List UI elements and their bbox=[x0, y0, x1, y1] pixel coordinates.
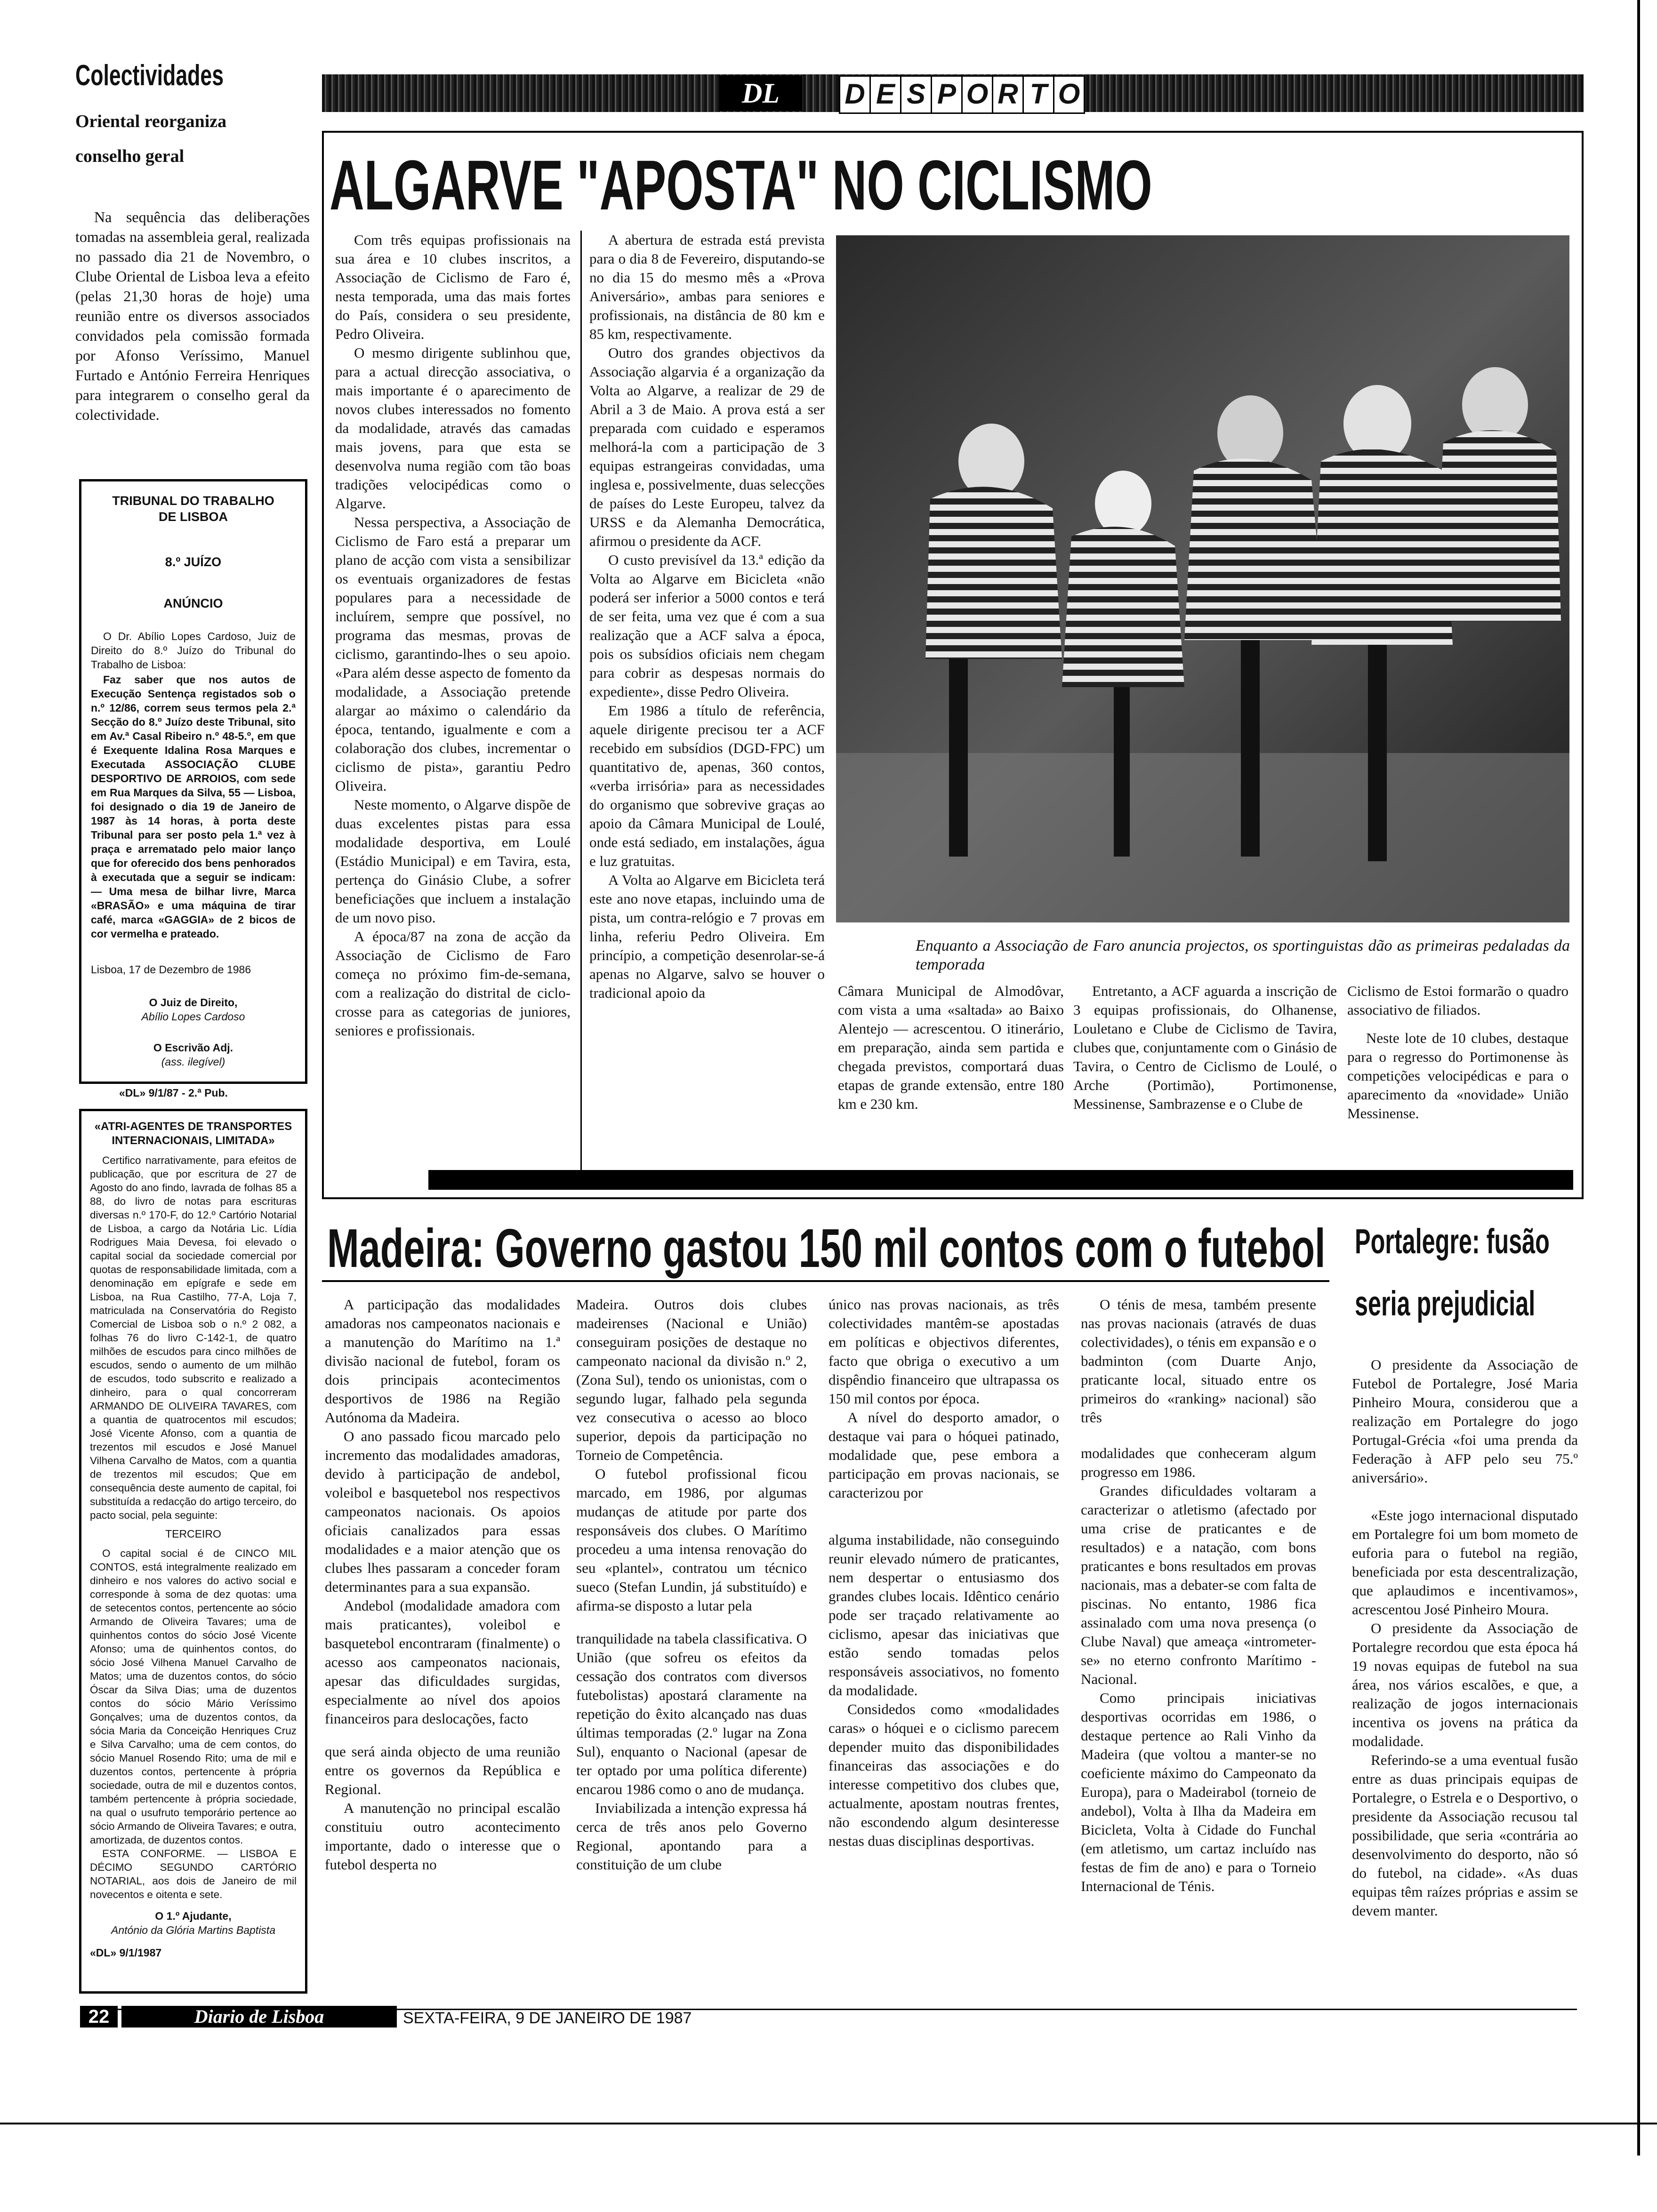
tribunal-sig2-name: (ass. ilegível) bbox=[161, 1056, 225, 1068]
desporto-letter: O bbox=[963, 77, 993, 112]
atri-p1: Certifico narrativamente, para efeitos de publicação, que por escritura de 27 de Agosto do ano findo, lavrada de folhas 85 a 88, do livro de notas para escrituras diversas n.º 170-F, do 12.º Cartório Notarial de Lisboa, a cargo da Notária Lic. Lídia Rodrigues Maia Devesa, foi elevado o capital social da sociedade comercial por quotas de responsabilidade limitada, com a denominação em epígrafe e sede em Lisboa, na Rua Castilho, 77-A, Loja 7, matriculada na Conservatória do Registo Comercial de Lisboa sob o n.º 2 082, a folhas 76 do livro C-142-1, de quatro milhões de escudos para cinco milhões de escudos, sendo o aumento de um milhão de escudos, todo subscrito e realizado a dinheiro, para o qual concorreram ARMANDO DE OLIVEIRA TAVARES, com a quantia de quatrocentos mil escudos; José Vicente Afonso, com a quantia de trezentos mil escudos e José Manuel Vilhena Carvalho de Matos, com a quantia de trezentos mil escudos; Que em consequência deste aumento de capital, foi substituída a redacção do artigo terceiro, do pacto social, pela seguinte: bbox=[90, 1154, 297, 1521]
portalegre-headline-1: Portalegre: fusão bbox=[1355, 1222, 1550, 1261]
ciclismo-col2: A abertura de estrada está prevista para o dia 8 de Fevereiro, disputando-se no dia 15 do mesmo mês a «Prova Aniversário», ambas para seniores e profissionais, na distância de 80 km e 85 km, respectivamente. Outro dos grandes objectivos da Associação algarvia é a organização da Volta ao Algarve, a realizar de 29 de Abril a 3 de Maio. A prova está a ser preparada com cuidado e esperamos melhorá-la com a participação de 3 equipas estrangeiras convidadas, uma inglesa e, possivelmente, duas selecções de países do Leste Europeu, talvez da URSS e da Alemanha Democrática, afirmou o presidente da ACF. O custo previsível da 13.ª edição da Volta ao Algarve em Bicicleta «não poderá ser inferior a 5000 contos e terá de ser feita, uma vez que é com a sua realização que a ACF salva a época, pois os subsídios oficiais nem chegam para cobrir as despesas normais do expediente», disse Pedro Oliveira. Em 1986 a título de referência, aquele dirigente precisou ter a ACF recebido em subsídios (DGD-FPC) um quantitativo de, apenas, 360 contos, «verba irrisória» para as necessidades do organismo que sobrevive graças ao apoio da Câmara Municipal de Loulé, onde está sediado, em instalações, água e luz gratuitas. A Volta ao Algarve em Bicicleta terá este ano nove etapas, incluindo uma de pista, um contra-relógio e 7 provas em linha, referiu Pedro Oliveira. Em princípio, a competição desenrolar-se-á apenas no Algarve, salvo se houver o tradicional apoio da bbox=[589, 232, 825, 1001]
ciclismo-headline: ALGARVE "APOSTA" NO CICLISMO bbox=[330, 145, 1152, 224]
tribunal-p1: O Dr. Abílio Lopes Cardoso, Juiz de Direito do 8.º Juízo do Tribunal do Trabalho de Lisboa: bbox=[91, 630, 296, 671]
atri-notice bbox=[79, 1109, 307, 1994]
colectividades-headline-2: conselho geral bbox=[75, 146, 185, 166]
atri-title: «ATRI-AGENTES DE TRANSPORTES INTERNACIONAIS, LIMITADA» bbox=[94, 1120, 292, 1147]
tribunal-juizo: 8.º JUÍZO bbox=[165, 555, 222, 569]
tribunal-title: TRIBUNAL DO TRABALHO DE LISBOA bbox=[112, 494, 274, 524]
desporto-letters bbox=[839, 75, 1085, 114]
scan-edge-right bbox=[1637, 0, 1640, 2156]
tribunal-anuncio: ANÚNCIO bbox=[163, 596, 223, 610]
section-title-colectividades: Colectividades bbox=[75, 59, 224, 92]
desporto-letter: D bbox=[840, 77, 871, 112]
atri-sig-name: António da Glória Martins Baptista bbox=[111, 1924, 275, 1936]
scan-edge-bottom bbox=[0, 2123, 1657, 2124]
ciclismo-col5: Ciclismo de Estoi formarão o quadro associativo de filiados. Neste lote de 10 clubes, destaque para o regresso do Portimonense às competições velocipédicas e para o aparecimento da «novidade» União Messinense. bbox=[1347, 983, 1569, 1122]
page-number: 22 bbox=[80, 2006, 118, 2028]
desporto-letter: S bbox=[901, 77, 932, 112]
ciclismo-col3: Câmara Municipal de Almodôvar, com vista a uma «saltada» ao Baixo Alentejo — acrescentou. O itinerário, em preparação, ainda sem partida e chegada previstos, comportará duas etapas de grande extensão, entre 180 km e 230 km. bbox=[838, 983, 1064, 1112]
desporto-letter: P bbox=[932, 77, 963, 112]
desporto-letter: T bbox=[1024, 77, 1054, 112]
section-divider-bar bbox=[428, 1170, 1573, 1190]
colectividades-headline-1: Oriental reorganiza bbox=[75, 112, 227, 131]
atri-p3: ESTA CONFORME. — LISBOA E DÉCIMO SEGUNDO CARTÓRIO NOTARIAL, aos dois de Janeiro de mil novecentos e oitenta e sete. bbox=[90, 1848, 297, 1900]
atri-p2: O capital social é de CINCO MIL CONTOS, está integralmente realizado em dinheiro e nos valores do activo social e corresponde à soma de dez quotas: uma de setecentos contos, pertencente ao sócio Armando de Oliveira Tavares; uma de quinhentos contos do sócio José Vicente Afonso; uma de quinhentos contos, do sócio José Vilhena Manuel Carvalho de Matos; uma de duzentos contos, do sócio Óscar da Silva Dias; uma de duzentos contos do sócio Mário Veríssimo Gonçalves; uma de duzentos contos, da sócia Maria da Conceição Henriques Cruz e Silva Carvalho; uma de cem contos, do sócio Manuel Rosendo Rito; uma de mil e duzentos contos, pertencente à própria sociedade, outra de mil e duzentos contos, também pertencente à própria sociedade, na qual o usufruto temporário pertence ao sócio Armando de Oliveira Tavares; e outra, amortizada, de duzentos contos. bbox=[90, 1547, 297, 1846]
photo-caption: Enquanto a Associação de Faro anuncia projectos, os sportinguistas dão as primeiras pedaladas da temporada bbox=[916, 937, 1570, 973]
tribunal-notice bbox=[79, 479, 307, 1099]
atri-ref: «DL» 9/1/1987 bbox=[90, 1947, 162, 1959]
atri-sig-role: O 1.º Ajudante, bbox=[155, 1910, 232, 1922]
madeira-headline: Madeira: Governo gastou 150 mil contos com o futebol bbox=[327, 1218, 1326, 1279]
madeira-col2: Madeira. Outros dois clubes madeirenses (Nacional e União) conseguiram posições de destaque no campeonato nacional da divisão n.º 2, (Zona Sul), tendo os unionistas, com o segundo lugar, falhado pela segunda vez consecutiva o acesso ao bloco superior, depois da participação no Torneio de Competência. O futebol profissional ficou marcado, em 1986, por algumas mudanças de atitude por parte dos responsáveis dos clubes. O Marítimo procedeu a uma intensa renovação do seu «plantel», contratou um técnico sueco (Stefan Lundin, já substituído) e afirma-se disposto a lutar pela tranquilidade na tabela classificativa. O União (que sofreu os efeitos da cessação dos contratos com diversos futebolistas) apostará claramente na repetição do êxito alcançado nas duas últimas temporadas (2.º lugar na Zona Sul), enquanto o Nacional (apesar de ter optado por uma política diferente) encarou 1986 como o ano de mudança. Inviabilizada a intenção expressa há cerca de três anos pelo Governo Regional, apontando para a constituição de um clube bbox=[576, 1296, 807, 1873]
tribunal-p2: Faz saber que nos autos de Execução Sentença registados sob o n.º 12/86, correm seus termos pela 2.ª Secção do 8.º Juízo deste Tribunal, sito em Av.ª Casal Ribeiro n.º 48-5.º, em que é Exequente Idalina Rosa Marques e Executada ASSOCIAÇÃO CLUBE DESPORTIVO DE ARROIOS, com sede em Rua Marques da Silva, 55 — Lisboa, foi designado o dia 19 de Janeiro de 1987 às 14 horas, à porta deste Tribunal para ser posto pela 1.ª vez à praça e arrematado pelo maior lanço que for oferecido dos bens penhorados à executada que a seguir se indicam: — Uma mesa de bilhar livre, Marca «BRASÃO» e uma máquina de tirar café, marca «GAGGIA» de 2 bicos de cor vermelha e prateado. bbox=[91, 673, 296, 940]
desporto-letter: R bbox=[993, 77, 1024, 112]
footer-date: SEXTA-FEIRA, 9 DE JANEIRO DE 1987 bbox=[403, 2009, 692, 2027]
ciclismo-col1: Com três equipas profissionais na sua área e 10 clubes inscritos, a Associação de Ciclismo de Faro é, nesta temporada, uma das mais fortes do País, considera o seu presidente, Pedro Oliveira. O mesmo dirigente sublinhou que, para a actual direcção associativa, o mais importante é o aparecimento de novos clubes interessados no fomento da modalidade, através das camadas mais jovens, para que esta se desenvolva numa região com tão boas tradições velocipédicas como o Algarve. Nessa perspectiva, a Associação de Ciclismo de Faro está a preparar um plano de acção com vista a sensibilizar os eventuais organizadores de festas populares para a necessidade de incluírem, sempre que possível, no programa das mesmas, provas de ciclismo, garantindo-lhes o seu apoio. «Para além desse aspecto de fomento da modalidade, a Associação pretende alargar ao máximo o calendário da época, tentando, igualmente e com a colaboração dos clubes, incrementar o ciclismo de pista», garantiu Pedro Oliveira. Neste momento, o Algarve dispõe de duas excelentes pistas para essa modalidade desportiva, em Loulé (Estádio Municipal) e em Tavira, esta, pertença do Ginásio Clube, a sofrer beneficiações que incluem a instalação de um novo piso. A época/87 na zona de acção da Associação de Ciclismo de Faro começa no próximo fim-de-semana, com a realização do distrital de ciclo-crosse para as categorias de juniores, seniores e profissionais. bbox=[335, 232, 571, 1039]
footer-masthead: Diario de Lisboa bbox=[121, 2006, 397, 2028]
madeira-col4: O ténis de mesa, também presente nas provas nacionais (através de duas colectividades), o ténis em expansão e o badminton (com Duarte Anjo, praticante local, situado entre os primeiros do «ranking» nacional) são três modalidades que conheceram algum progresso em 1986. Grandes dificuldades voltaram a caracterizar o atletismo (afectado por uma crise de praticantes e de resultados) e a natação, com bons praticantes e bons resultados em provas nacionais, mas a debater-se com falta de piscinas. No entanto, 1986 fica assinalado com uma nova presença (o Clube Naval) que ameaça «intrometer-se» no eterno confronto Marítimo - Nacional. Como principais iniciativas desportivas ocorridas em 1986, o destaque pertence ao Rali Vinho da Madeira (que voltou a manter-se no coeficiente máximo do Campeonato da Europa), para o Madeirabol (torneio de andebol), Volta à Ilha da Madeira em Bicicleta, Volta à Cidade do Funchal (em atletismo, um cartaz incluído nas festas de fim de ano) e para o Torneio Internacional de Ténis. bbox=[1081, 1296, 1316, 1894]
colectividades-body: Na sequência das deliberações tomadas na assembleia geral, realizada no passado dia 21 de Novembro, o Clube Oriental de Lisboa leva a efeito (pelas 21,30 horas de hoje) uma reunião entre os diversos associados convidados pela comissão formada por Afonso Veríssimo, Manuel Furtado e António Ferreira Henriques para integrarem o conselho geral da colectividade. bbox=[75, 208, 310, 423]
madeira-headline-rule bbox=[322, 1280, 1329, 1282]
tribunal-sig1-name: Abílio Lopes Cardoso bbox=[141, 1010, 245, 1023]
dl-logo: DL bbox=[719, 75, 802, 111]
portalegre-headline-2: seria prejudicial bbox=[1355, 1284, 1536, 1323]
cyclists-photo bbox=[836, 235, 1569, 922]
tribunal-ref: «DL» 9/1/87 - 2.ª Pub. bbox=[119, 1087, 228, 1099]
tribunal-date: Lisboa, 17 de Dezembro de 1986 bbox=[91, 963, 251, 976]
tribunal-sig2-role: O Escrivão Adj. bbox=[153, 1042, 233, 1054]
desporto-letter: O bbox=[1058, 78, 1080, 110]
cyclists-photo-illustration bbox=[836, 235, 1569, 922]
portalegre-body: O presidente da Associação de Futebol de Portalegre, José Maria Pinheiro Moura, considerou que a realização em Portalegre do jogo Portugal-Grécia «foi uma prenda da Federação à AFP pelo seu 75.º aniversário». «Este jogo internacional disputado em Portalegre foi um bom mometo de euforia para o futebol na região, beneficiada por esta descentralização, que aplaudimos e incentivamos», acrescentou José Pinheiro Moura. O presidente da Associação de Portalegre recordou que esta época há 19 novas equipas de futebol na sua área, nos vários escalões, e que, a realização de jogos internacionais incentiva os jovens na prática da modalidade. Referindo-se a uma eventual fusão entre as duas principais equipas de Portalegre, o Estrela e o Desportivo, o presidente da Associação recusou tal possibilidade, que seria «contrária ao desenvolvimento do desporto, não só do futebol, na cidade». «As duas equipas têm raízes próprias e assim se devem manter. bbox=[1352, 1356, 1578, 1919]
madeira-col1: A participação das modalidades amadoras nos campeonatos nacionais e a manutenção do Marítimo na 1.ª divisão nacional de futebol, foram os dois principais acontecimentos desportivos de 1986 na Região Autónoma da Madeira. O ano passado ficou marcado pelo incremento das modalidades amadoras, devido à participação de andebol, voleibol e basquetebol nos respectivos campeonatos nacionais. Os apoios oficiais canalizados para essas modalidades e a maior atenção que os clubes lhes passaram a conceder foram determinantes para a sua expansão. Andebol (modalidade amadora com mais praticantes), voleibol e basquetebol encontraram (finalmente) o acesso aos campeonatos nacionais, apesar das dificuldades surgidas, especialmente ao nível dos apoios financeiros para deslocações, facto que será ainda objecto de uma reunião entre os governos da República e Regional. A manutenção no principal escalão constituiu outro acontecimento importante, dado o interesse que o futebol desperta no bbox=[325, 1296, 560, 1873]
ciclismo-col4: Entretanto, a ACF aguarda a inscrição de 3 equipas profissionais, do Olhanense, Louletano e Clube de Ciclismo de Tavira, clubes que, conjuntamente com o Ginásio de Tavira, o Centro de Ciclismo de Loulé, o Arche (Portimão), Portimonense, Messinense, Sambrazense e o Clube de bbox=[1073, 983, 1337, 1112]
atri-terceiro: TERCEIRO bbox=[165, 1528, 221, 1540]
tribunal-sig1-role: O Juiz de Direito, bbox=[149, 996, 238, 1009]
desporto-letter: E bbox=[871, 77, 901, 112]
madeira-col3: único nas provas nacionais, as três colectividades mantêm-se apostadas em políticas e objectivos diferentes, facto que obriga o executivo a um dispêndio financeiro que ultrapassa os 150 mil contos por época. A nível do desporto amador, o destaque vai para o hóquei patinado, modalidade que, pese embora a participação em provas nacionais, se caracterizou por alguma instabilidade, não conseguindo reunir elevado número de praticantes, nem despertar o entusiasmo dos grandes clubes locais. Idêntico cenário pode ser traçado relativamente ao ciclismo, apesar das iniciativas que estão sendo tomadas pelos responsáveis associativos, no fomento da modalidade. Considedos como «modalidades caras» o hóquei e o ciclismo parecem depender muito das disponibilidades financeiras das associações e do interesse competitivo dos clubes que, actualmente, apostam noutras frentes, não escondendo algum desinteresse nestas duas disciplinas desportivas. bbox=[828, 1296, 1059, 1849]
